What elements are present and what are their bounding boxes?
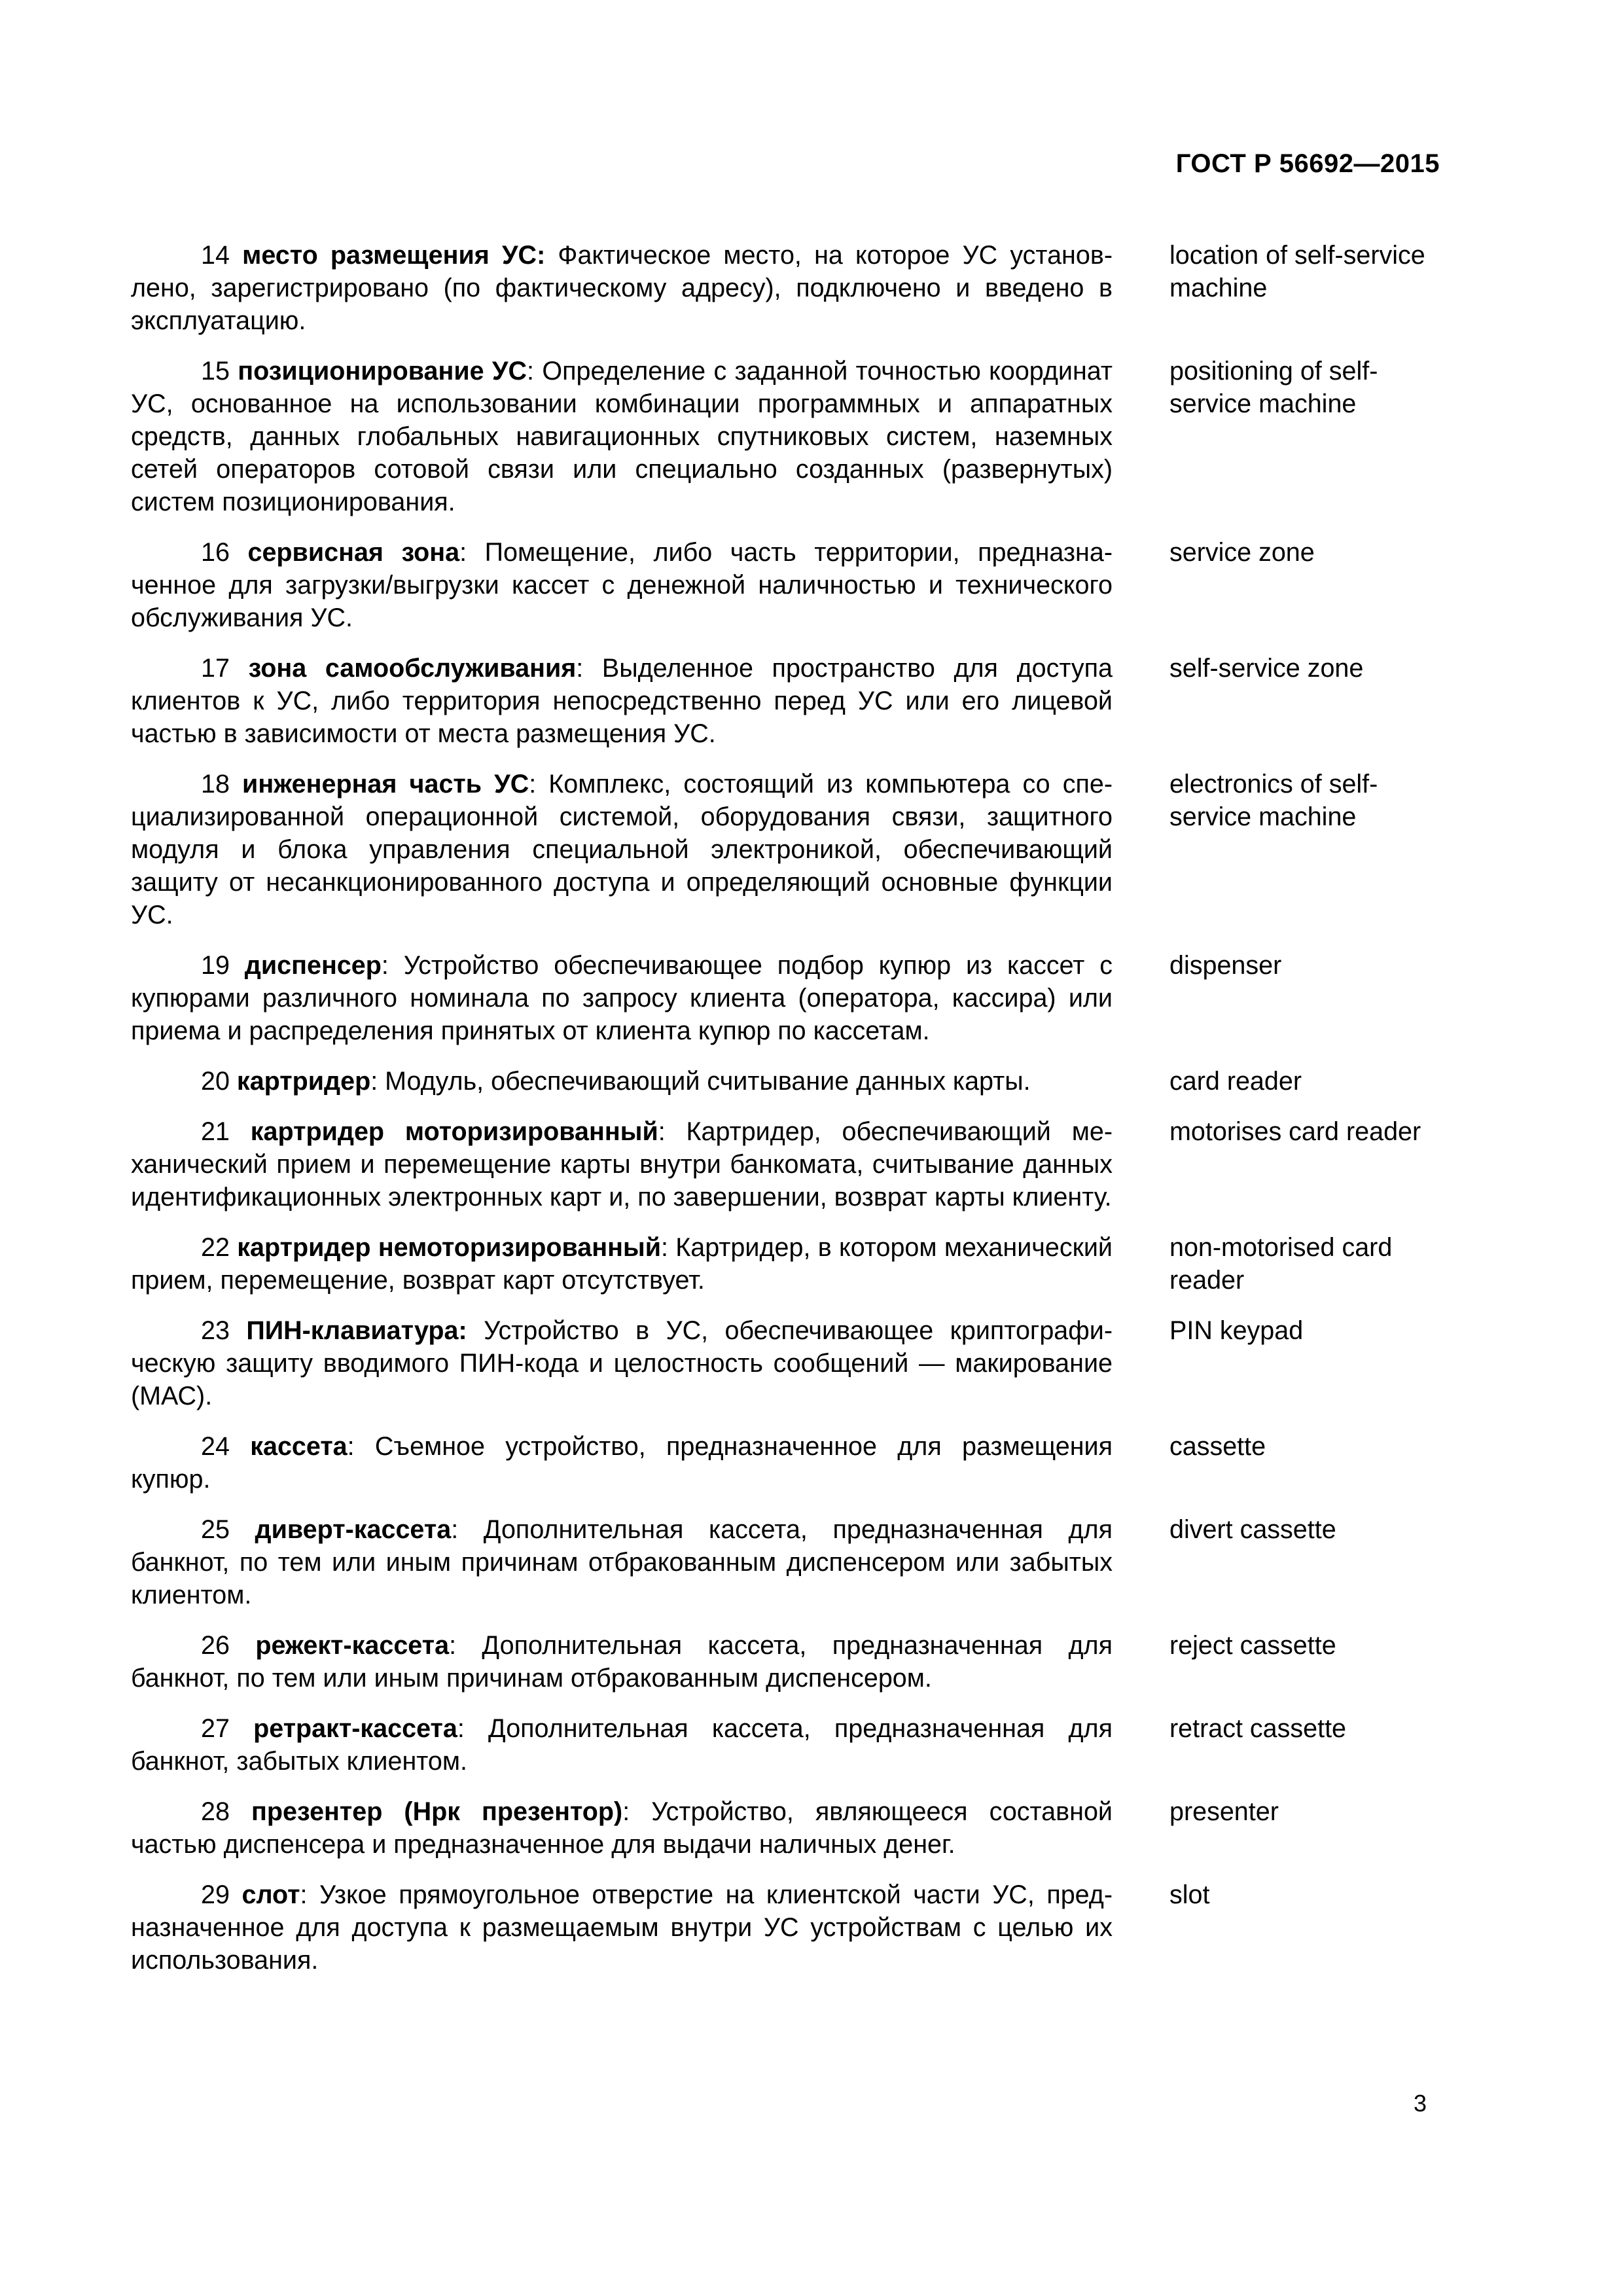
term-text: : Дополнительная кассета, предназначенная для банкнот, забытых клиентом. bbox=[131, 1714, 1113, 1776]
term-text: : Определение с заданной точностью координат УС, основанное на использовании комбинации программных и аппаратных средств, данных глобальных навигационных спутниковых систем, наземных сетей операторов сотовой связи или специально созданных (развернутых) систем позиционирования. bbox=[131, 357, 1113, 516]
term-text: : Устройство, являющееся составной частью диспенсера и предназначенное для выдачи наличных денег. bbox=[131, 1797, 1113, 1859]
term-entry-27 bbox=[131, 1712, 1427, 1778]
term-english-equivalent: reject cassette bbox=[1169, 1631, 1336, 1660]
term-number: 27 bbox=[201, 1714, 230, 1743]
term-number: 24 bbox=[201, 1432, 230, 1461]
term-english-equivalent: card reader bbox=[1169, 1067, 1302, 1096]
term-number: 28 bbox=[201, 1797, 230, 1826]
term-name: инженерная часть УС bbox=[242, 770, 529, 798]
term-name: зона самообслуживания bbox=[248, 654, 577, 683]
term-definition bbox=[131, 1065, 1113, 1098]
term-english-equivalent: presenter bbox=[1169, 1797, 1279, 1826]
term-number: 21 bbox=[201, 1117, 230, 1146]
term-text: : Дополнительная кассета, предназначенная для банкнот, по тем или иным причинам отбракованным диспенсером. bbox=[131, 1631, 1113, 1693]
term-number: 26 bbox=[201, 1631, 230, 1660]
term-definition bbox=[131, 949, 1113, 1047]
term-text: : Картридер, в котором механический прием, перемещение, возврат карт отсутствует. bbox=[131, 1233, 1113, 1295]
term-name: картридер bbox=[236, 1067, 371, 1096]
term-english-equivalent: slot bbox=[1169, 1880, 1210, 1909]
term-entry-29 bbox=[131, 1878, 1427, 1977]
term-number: 20 bbox=[201, 1067, 230, 1096]
term-text: : Узкое прямоугольное отверстие на клиентской части УС, предназначенное для доступа к размещаемым внутри УС устройствам с целью их использования. bbox=[131, 1880, 1113, 1975]
term-entry-23 bbox=[131, 1314, 1427, 1412]
term-entry-26 bbox=[131, 1629, 1427, 1695]
term-text: : Выделенное пространство для доступа клиентов к УС, либо территория непосредственно перед УС или его лицевой частью в зависимости от места размещения УС. bbox=[131, 654, 1113, 748]
term-entry-28 bbox=[131, 1795, 1427, 1861]
term-definition bbox=[131, 1629, 1113, 1695]
term-entry-15 bbox=[131, 355, 1427, 518]
term-english-equivalent: retract cassette bbox=[1169, 1714, 1347, 1743]
term-definition bbox=[131, 1795, 1113, 1861]
term-text: Устройство в УС, обеспечивающее криптографическую защиту вводимого ПИН-кода и целостность сообщений — макирование (МАС). bbox=[131, 1316, 1113, 1410]
term-text: Фактическое место, на которое УС установлено, зарегистрировано (по фактическому адресу), подключено и введено в эксплуатацию. bbox=[131, 241, 1113, 335]
term-text: : Устройство обеспечивающее подбор купюр из кассет с купюрами различного номинала по запросу клиента (оператора, кассира) или приема и распределения принятых от клиента купюр по кассетам. bbox=[131, 951, 1113, 1045]
term-english-equivalent: non-motorised card reader bbox=[1169, 1233, 1393, 1295]
term-name: диверт-кассета bbox=[255, 1515, 452, 1544]
term-name: место размещения УС: bbox=[242, 241, 546, 270]
term-definition bbox=[131, 768, 1113, 931]
term-definition bbox=[131, 1878, 1113, 1977]
term-english-equivalent: service zone bbox=[1169, 538, 1315, 567]
term-entry-22 bbox=[131, 1231, 1427, 1297]
term-number: 23 bbox=[201, 1316, 230, 1345]
term-entry-14 bbox=[131, 239, 1427, 337]
term-name: презентер (Нрк презентор) bbox=[251, 1797, 623, 1826]
term-english-equivalent: self-service zone bbox=[1169, 654, 1364, 683]
term-definition bbox=[131, 239, 1113, 337]
term-english-equivalent: positioning of self-service machine bbox=[1169, 357, 1378, 418]
term-definition bbox=[131, 1231, 1113, 1297]
term-entry-20 bbox=[131, 1065, 1427, 1098]
term-text: : Картридер, обеспечивающий механический прием и перемещение карты внутри банкомата, считывание данных идентификационных электронных карт и, по завершении, возврат карты клиенту. bbox=[131, 1117, 1113, 1211]
term-english-equivalent: electronics of self-service machine bbox=[1169, 770, 1378, 831]
term-text: : Дополнительная кассета, предназначенная для банкнот, по тем или иным причинам отбракованным диспенсером или забытых клиентом. bbox=[131, 1515, 1113, 1609]
term-number: 14 bbox=[201, 241, 230, 270]
term-entry-25 bbox=[131, 1513, 1427, 1611]
term-definition bbox=[131, 1513, 1113, 1611]
term-english-equivalent: dispenser bbox=[1169, 951, 1282, 980]
term-text: : Комплекс, состоящий из компьютера со специализированной операционной системой, оборудования связи, защитного модуля и блока управления специальной электроникой, обеспечивающий защиту от несанкционированного доступа и определяющий основные функции УС. bbox=[131, 770, 1113, 929]
term-name: картридер моторизированный bbox=[250, 1117, 658, 1146]
term-entry-19 bbox=[131, 949, 1427, 1047]
term-text: : Съемное устройство, предназначенное для размещения купюр. bbox=[131, 1432, 1113, 1494]
term-english-equivalent: PIN keypad bbox=[1169, 1316, 1304, 1345]
term-number: 15 bbox=[201, 357, 230, 386]
term-english-equivalent: location of self-service machine bbox=[1169, 241, 1425, 302]
term-definition bbox=[131, 1712, 1113, 1778]
term-english-equivalent: divert cassette bbox=[1169, 1515, 1336, 1544]
term-name: режект-кассета bbox=[255, 1631, 450, 1660]
standard-designation: ГОСТ Р 56692—2015 bbox=[1175, 149, 1440, 178]
term-name: ретракт-кассета bbox=[253, 1714, 457, 1743]
term-english-equivalent: motorises card reader bbox=[1169, 1117, 1421, 1146]
term-definition bbox=[131, 536, 1113, 634]
term-definition bbox=[131, 652, 1113, 750]
terms-list bbox=[131, 239, 1427, 1994]
term-text: : Помещение, либо часть территории, предназначенное для загрузки/выгрузки кассет с денежной наличностью и технического обслуживания УС. bbox=[131, 538, 1113, 632]
term-entry-21 bbox=[131, 1115, 1427, 1213]
term-name: диспенсер bbox=[244, 951, 382, 980]
term-number: 29 bbox=[201, 1880, 230, 1909]
term-entry-24 bbox=[131, 1430, 1427, 1496]
term-definition bbox=[131, 355, 1113, 518]
term-name: картридер немоторизированный bbox=[237, 1233, 661, 1262]
term-entry-17 bbox=[131, 652, 1427, 750]
term-number: 17 bbox=[201, 654, 230, 683]
term-number: 19 bbox=[201, 951, 230, 980]
term-definition bbox=[131, 1430, 1113, 1496]
term-entry-16 bbox=[131, 536, 1427, 634]
term-name: позиционирование УС bbox=[238, 357, 527, 386]
page-number: 3 bbox=[1413, 2090, 1427, 2117]
term-english-equivalent: cassette bbox=[1169, 1432, 1266, 1461]
term-definition bbox=[131, 1115, 1113, 1213]
term-text: : Модуль, обеспечивающий считывание данных карты. bbox=[370, 1067, 1031, 1096]
term-number: 18 bbox=[201, 770, 230, 798]
term-name: ПИН-клавиатура: bbox=[246, 1316, 467, 1345]
term-number: 16 bbox=[201, 538, 230, 567]
term-definition bbox=[131, 1314, 1113, 1412]
term-name: кассета bbox=[250, 1432, 348, 1461]
term-number: 22 bbox=[201, 1233, 230, 1262]
term-name: сервисная зона bbox=[247, 538, 460, 567]
term-name: слот bbox=[241, 1880, 300, 1909]
term-number: 25 bbox=[201, 1515, 230, 1544]
term-entry-18 bbox=[131, 768, 1427, 931]
